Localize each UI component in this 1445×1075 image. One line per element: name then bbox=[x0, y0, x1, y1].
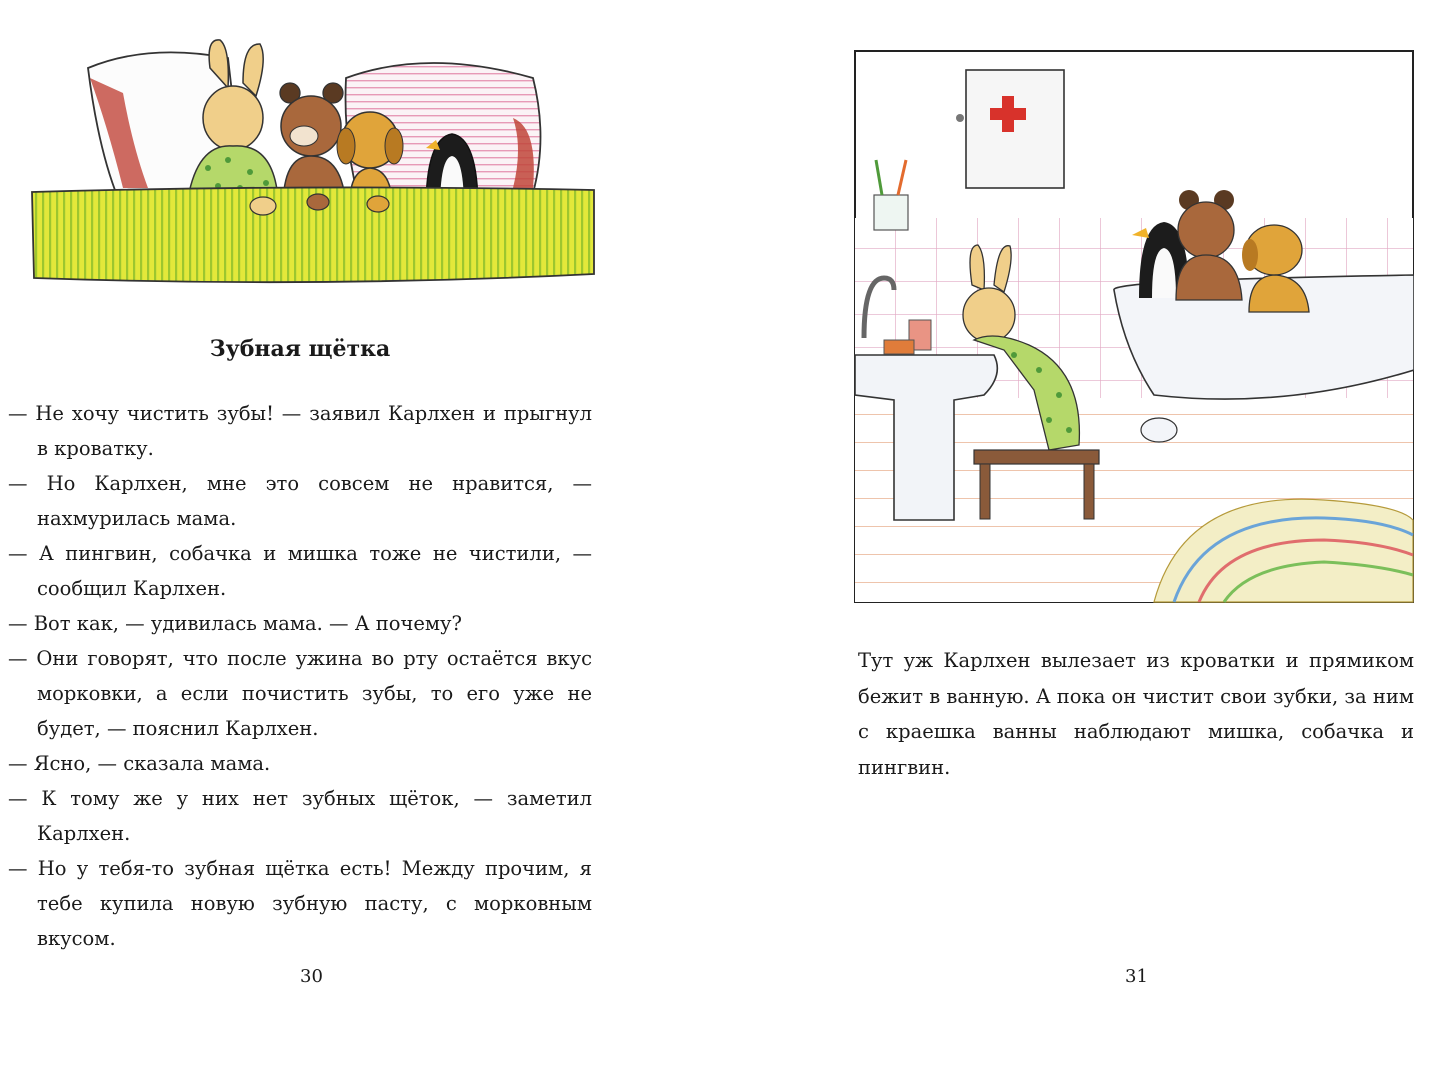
yellow-blanket bbox=[32, 187, 594, 282]
paragraph: — Ясно, — сказала мама. bbox=[8, 752, 271, 775]
page-number: 31 bbox=[1125, 966, 1148, 987]
paragraph: — К тому же у них нет зубных щёток, — заметил Карлхен. bbox=[8, 787, 592, 845]
right-page bbox=[722, 0, 1445, 1075]
paragraph: — Они говорят, что после ужина во рту остаётся вкус морковки, а если почистить зубы, то его уже не будет, — пояснил Карлхен. bbox=[8, 647, 592, 740]
chapter-title: Зубная щётка bbox=[209, 336, 391, 362]
bathroom-illustration bbox=[854, 50, 1414, 603]
page-number: 30 bbox=[300, 966, 323, 987]
paragraph: — Не хочу чистить зубы! — заявил Карлхен и прыгнул в кроватку. bbox=[8, 402, 592, 460]
paragraph: — Но у тебя-то зубная щётка есть! Между прочим, я тебе купила новую зубную пасту, с морковным вкусом. bbox=[8, 857, 592, 950]
story-text: Тут уж Карлхен вылезает из кроватки и прямиком бежит в ванную. А пока он чистит свои зубки, за ним с краешка ванны наблюдают мишка, собачка и пингвин. bbox=[858, 649, 1414, 779]
paragraph: — Вот как, — удивилась мама. — А почему? bbox=[8, 612, 462, 635]
story-text bbox=[8, 396, 592, 956]
medicine-cabinet bbox=[956, 70, 1064, 188]
bed-illustration bbox=[28, 38, 596, 293]
paragraph: — А пингвин, собачка и мишка тоже не чистили, — сообщил Карлхен. bbox=[8, 542, 592, 600]
left-page bbox=[0, 0, 722, 1075]
paragraph: — Но Карлхен, мне это совсем не нравится, — нахмурилась мама. bbox=[8, 472, 592, 530]
